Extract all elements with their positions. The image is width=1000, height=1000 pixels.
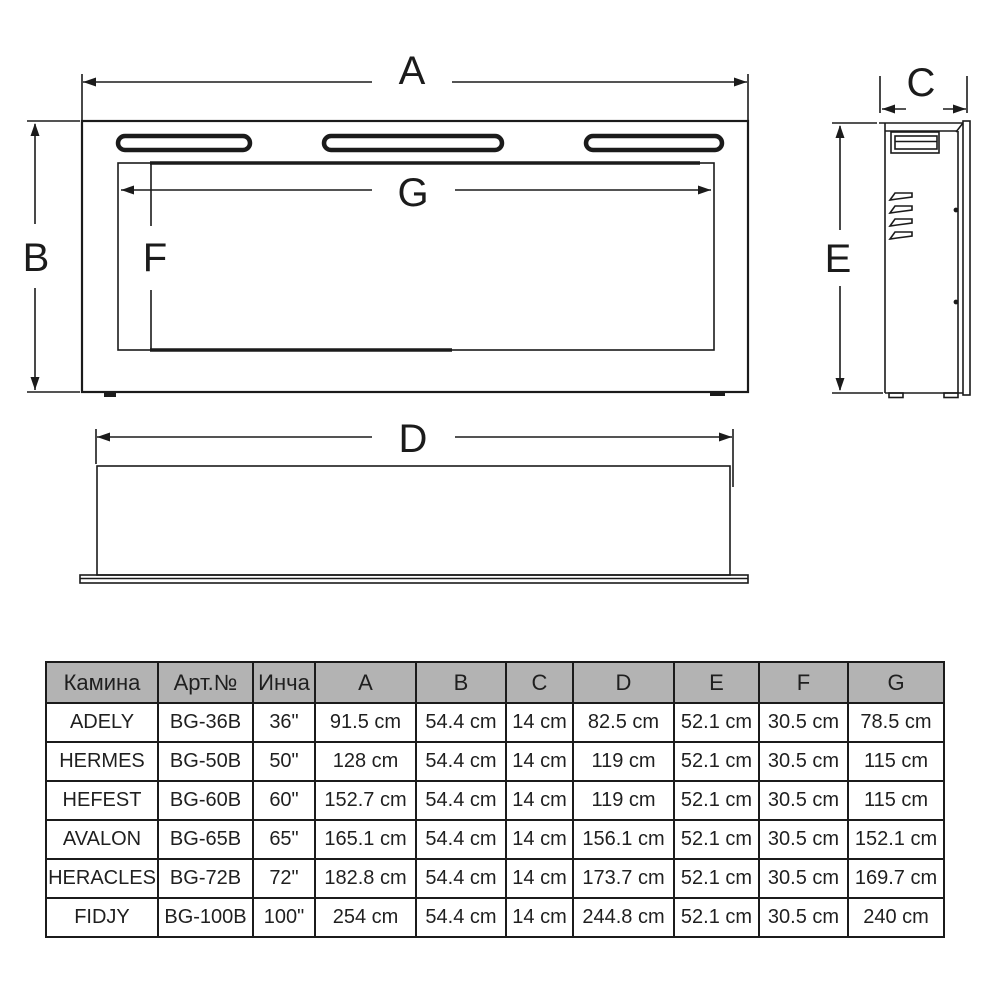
- cell-dim-e: 52.1 cm: [674, 781, 759, 820]
- table-row-avalon: [46, 820, 944, 859]
- cell-dim-b: 54.4 cm: [416, 820, 506, 859]
- cell-dim-a: 91.5 cm: [315, 703, 416, 742]
- col-header-f: F: [759, 662, 848, 703]
- vent-slot-2: [324, 136, 502, 150]
- cell-dim-g: 115 cm: [848, 781, 944, 820]
- cell-dim-d: 173.7 cm: [573, 859, 674, 898]
- dim-A-label: A: [398, 49, 426, 93]
- bottom-view: [80, 466, 748, 583]
- dim-F: [143, 164, 167, 350]
- dim-D-label: D: [398, 417, 428, 461]
- table-header-row: [46, 662, 944, 703]
- cell-inches: 36": [253, 703, 315, 742]
- cell-dim-d: 82.5 cm: [573, 703, 674, 742]
- bottom-body: [97, 466, 730, 575]
- dim-A-arrow-right: [734, 78, 747, 87]
- cell-dim-f: 30.5 cm: [759, 820, 848, 859]
- table-row-hefest: [46, 781, 944, 820]
- cell-dim-f: 30.5 cm: [759, 742, 848, 781]
- dim-B-label: B: [22, 236, 50, 280]
- table-row-hermes: [46, 742, 944, 781]
- cell-model: HERACLES: [46, 859, 158, 898]
- cell-dim-b: 54.4 cm: [416, 703, 506, 742]
- dim-F-label: F: [142, 236, 168, 280]
- cell-dim-c: 14 cm: [506, 859, 573, 898]
- side-foot-left: [889, 393, 903, 398]
- cell-dim-g: 115 cm: [848, 742, 944, 781]
- cell-inches: 100": [253, 898, 315, 937]
- cell-dim-e: 52.1 cm: [674, 898, 759, 937]
- table-row-heracles: [46, 859, 944, 898]
- cell-art-no: BG-36B: [158, 703, 253, 742]
- cell-dim-c: 14 cm: [506, 742, 573, 781]
- col-header-c: C: [506, 662, 573, 703]
- dim-C-arrow-left: [882, 105, 895, 114]
- cell-dim-g: 240 cm: [848, 898, 944, 937]
- cell-dim-c: 14 cm: [506, 820, 573, 859]
- cell-dim-g: 78.5 cm: [848, 703, 944, 742]
- louver-2: [890, 206, 912, 213]
- cell-inches: 60": [253, 781, 315, 820]
- cell-dim-c: 14 cm: [506, 898, 573, 937]
- cell-dim-f: 30.5 cm: [759, 898, 848, 937]
- cell-model: FIDJY: [46, 898, 158, 937]
- dim-E-arrow-down: [836, 378, 845, 391]
- col-header-art-no: Арт.№: [158, 662, 253, 703]
- cell-art-no: BG-100B: [158, 898, 253, 937]
- cell-dim-f: 30.5 cm: [759, 859, 848, 898]
- cell-dim-d: 119 cm: [573, 781, 674, 820]
- dim-E: [825, 123, 883, 393]
- louver-4: [890, 232, 912, 239]
- cell-dim-a: 165.1 cm: [315, 820, 416, 859]
- cell-inches: 72": [253, 859, 315, 898]
- louver-3: [890, 219, 912, 226]
- dim-B-arrow-up: [31, 123, 40, 136]
- side-front-flange: [963, 121, 970, 395]
- front-foot-left: [104, 392, 116, 397]
- side-view: [879, 121, 970, 398]
- cell-dim-d: 119 cm: [573, 742, 674, 781]
- cell-art-no: BG-72B: [158, 859, 253, 898]
- cell-dim-d: 244.8 cm: [573, 898, 674, 937]
- cell-dim-a: 128 cm: [315, 742, 416, 781]
- cell-model: HERMES: [46, 742, 158, 781]
- cell-dim-c: 14 cm: [506, 703, 573, 742]
- vent-slot-3: [586, 136, 722, 150]
- table-row-fidjy: [46, 898, 944, 937]
- cell-dim-a: 182.8 cm: [315, 859, 416, 898]
- screw-dot-bottom: [954, 300, 959, 305]
- col-header-g: G: [848, 662, 944, 703]
- spec-table: [45, 661, 945, 938]
- cell-dim-g: 152.1 cm: [848, 820, 944, 859]
- dim-D: [96, 417, 733, 487]
- cell-dim-b: 54.4 cm: [416, 898, 506, 937]
- col-header-b: B: [416, 662, 506, 703]
- dim-E-arrow-up: [836, 125, 845, 138]
- dim-E-label: E: [824, 237, 852, 281]
- dim-C-label: C: [906, 61, 936, 105]
- col-header-model: Камина: [46, 662, 158, 703]
- cell-dim-b: 54.4 cm: [416, 859, 506, 898]
- cell-dim-e: 52.1 cm: [674, 703, 759, 742]
- cell-dim-b: 54.4 cm: [416, 781, 506, 820]
- dim-C: [880, 61, 967, 114]
- cell-art-no: BG-50B: [158, 742, 253, 781]
- col-header-d: D: [573, 662, 674, 703]
- col-header-inches: Инча: [253, 662, 315, 703]
- cell-art-no: BG-60B: [158, 781, 253, 820]
- cell-dim-a: 254 cm: [315, 898, 416, 937]
- side-cap-bevel: [956, 123, 963, 132]
- dim-A: [82, 49, 748, 120]
- dim-G-arrow-left: [121, 186, 134, 195]
- screw-dot-top: [954, 208, 959, 213]
- dim-B: [23, 121, 80, 392]
- front-foot-right: [710, 392, 725, 396]
- col-header-a: A: [315, 662, 416, 703]
- dim-G-label: G: [397, 171, 429, 215]
- cell-inches: 65": [253, 820, 315, 859]
- cell-dim-b: 54.4 cm: [416, 742, 506, 781]
- cell-dim-e: 52.1 cm: [674, 742, 759, 781]
- control-panel-outer: [891, 132, 939, 153]
- control-panel-inner: [895, 136, 937, 149]
- cell-model: HEFEST: [46, 781, 158, 820]
- cell-dim-g: 169.7 cm: [848, 859, 944, 898]
- cell-dim-e: 52.1 cm: [674, 859, 759, 898]
- dim-B-arrow-down: [31, 377, 40, 390]
- cell-dim-a: 152.7 cm: [315, 781, 416, 820]
- front-view: [82, 121, 748, 397]
- dim-D-arrow-right: [719, 433, 732, 442]
- cell-dim-e: 52.1 cm: [674, 820, 759, 859]
- side-foot-right: [944, 393, 958, 398]
- cell-model: ADELY: [46, 703, 158, 742]
- dim-G-arrow-right: [698, 186, 711, 195]
- col-header-e: E: [674, 662, 759, 703]
- cell-model: AVALON: [46, 820, 158, 859]
- cell-art-no: BG-65B: [158, 820, 253, 859]
- cell-dim-f: 30.5 cm: [759, 781, 848, 820]
- dim-D-arrow-left: [97, 433, 110, 442]
- dim-C-arrow-right: [953, 105, 966, 114]
- cell-dim-d: 156.1 cm: [573, 820, 674, 859]
- dim-G: [121, 171, 711, 215]
- cell-inches: 50": [253, 742, 315, 781]
- cell-dim-f: 30.5 cm: [759, 703, 848, 742]
- dim-A-arrow-left: [83, 78, 96, 87]
- louver-1: [890, 193, 912, 200]
- vent-slot-1: [118, 136, 250, 150]
- cell-dim-c: 14 cm: [506, 781, 573, 820]
- table-row-adely: [46, 703, 944, 742]
